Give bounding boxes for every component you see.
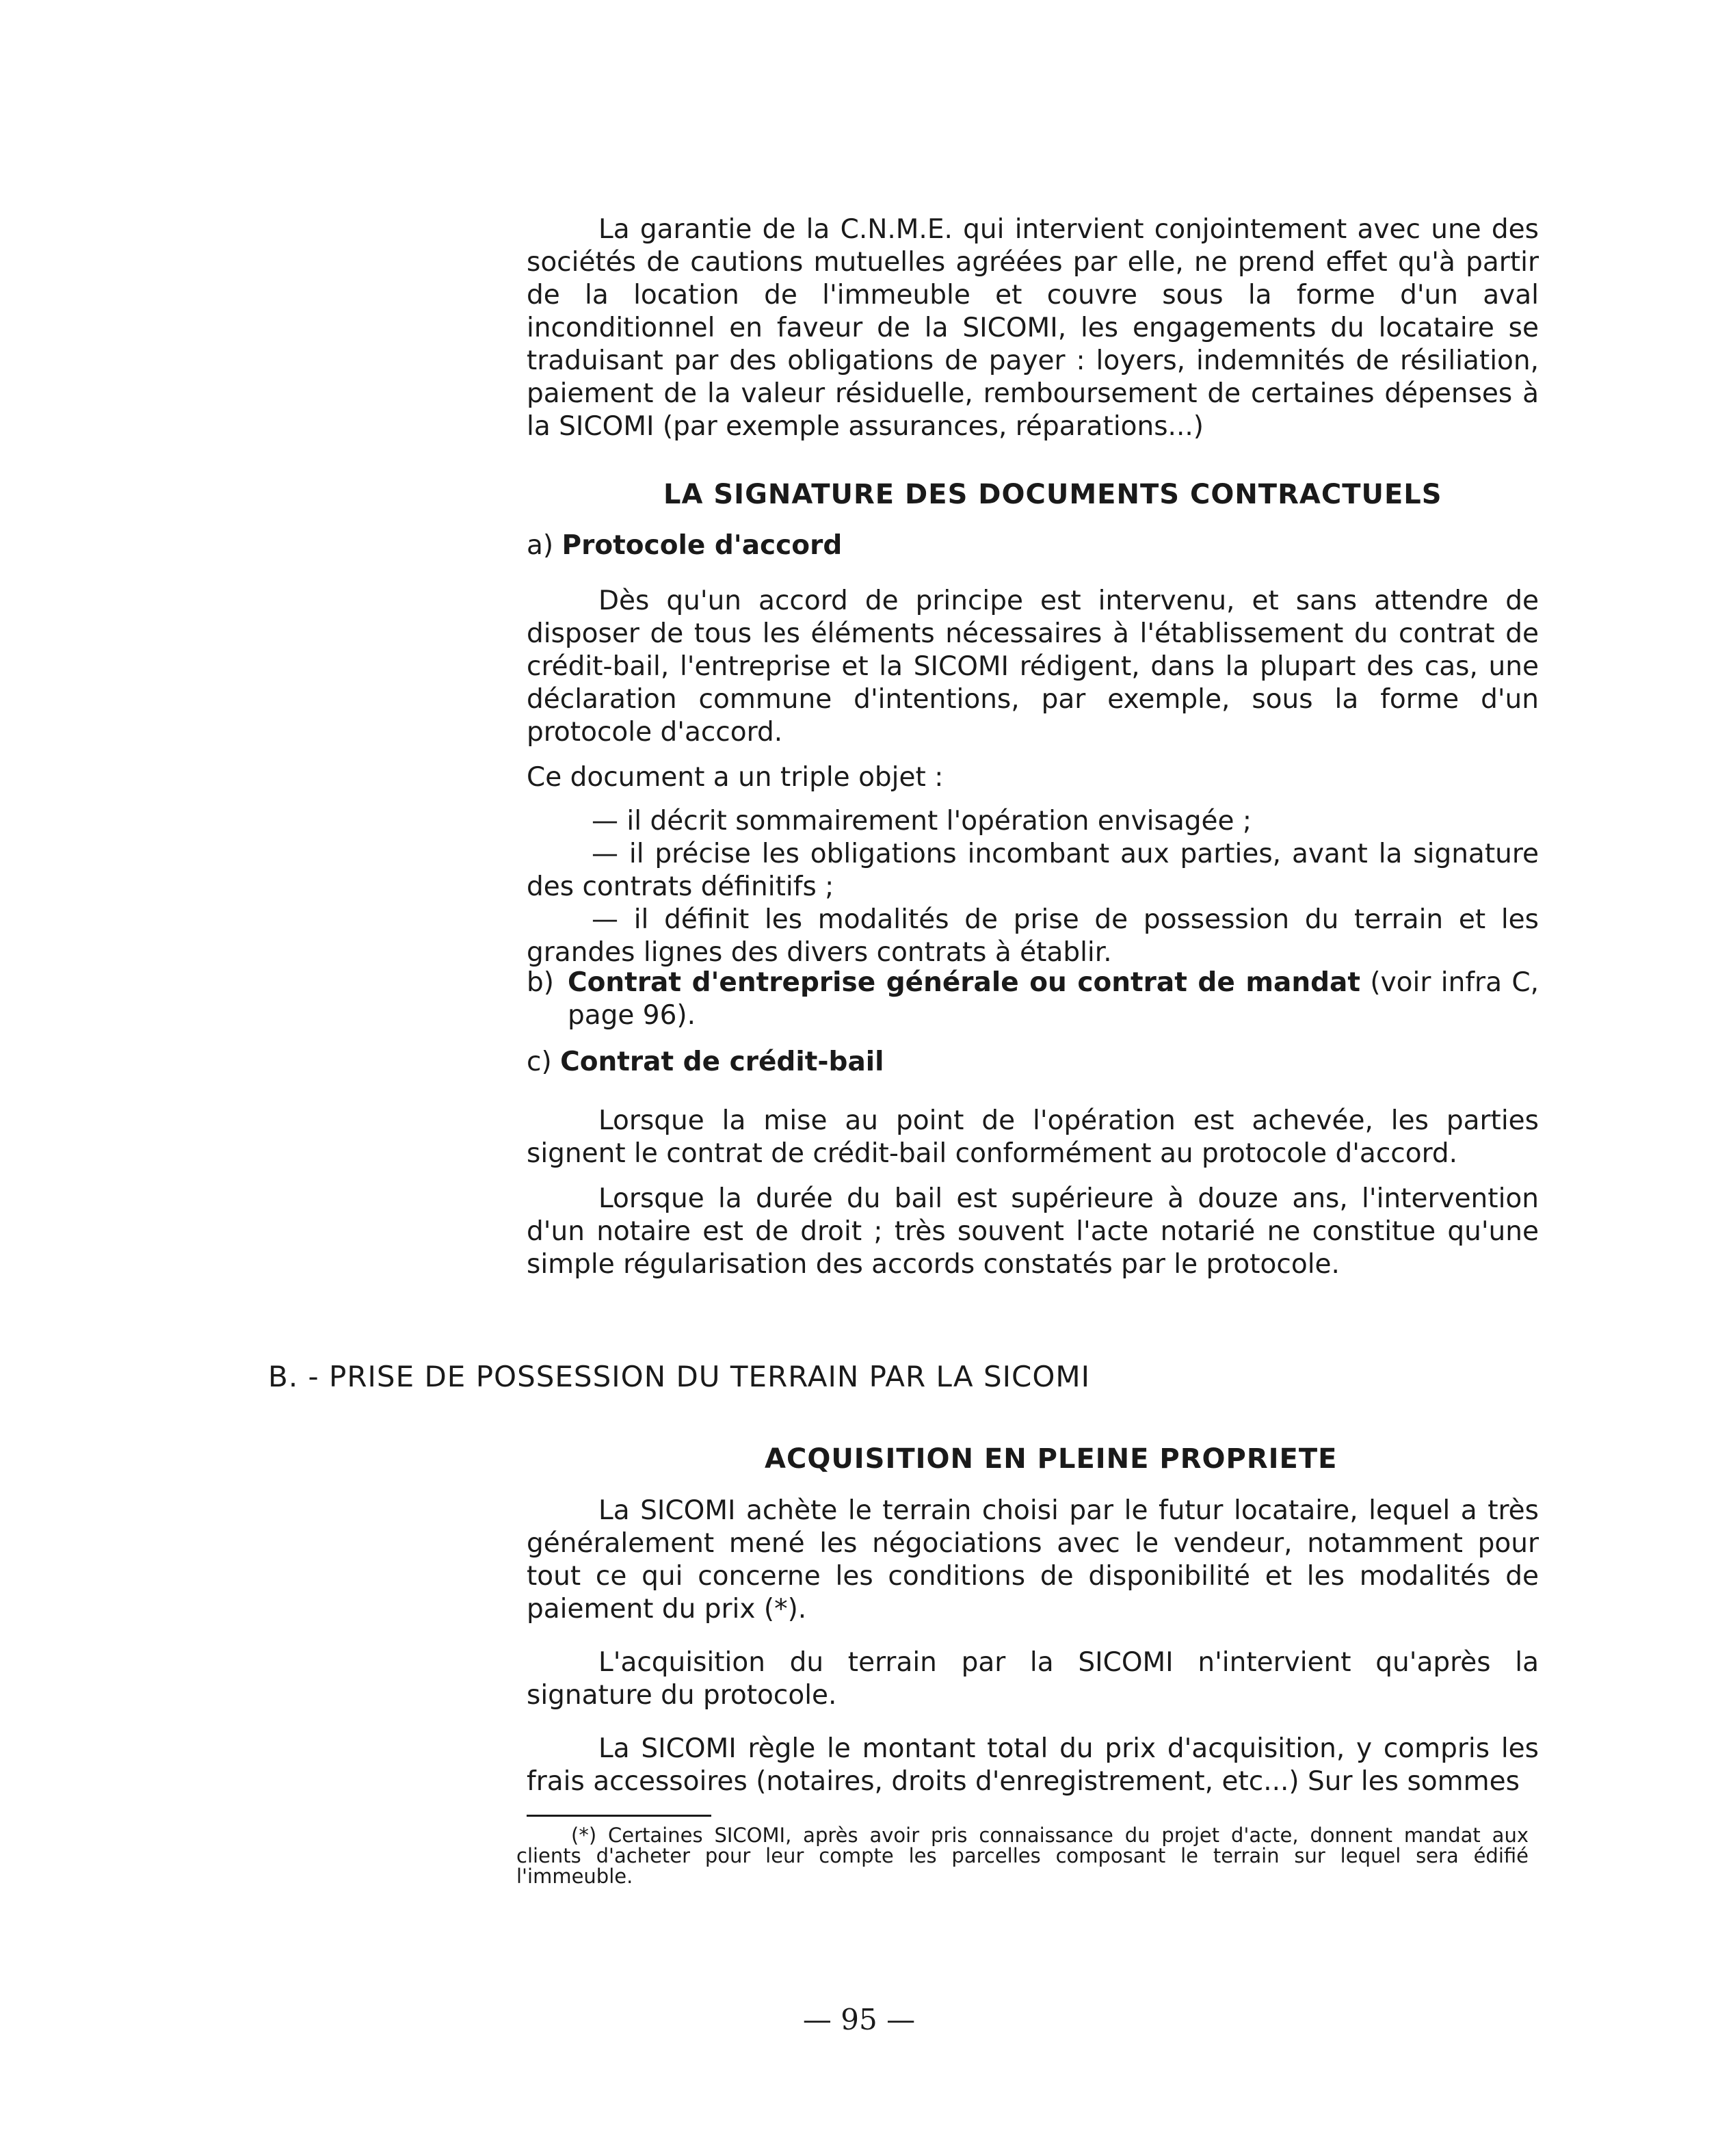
subsection-a-name: Protocole d'accord bbox=[561, 530, 843, 561]
acquisition-paragraph-2: L'acquisition du terrain par la SICOMI n'intervient qu'après la signature du protocole. bbox=[527, 1647, 1539, 1711]
signature-heading: LA SIGNATURE DES DOCUMENTS CONTRACTUELS bbox=[663, 479, 1442, 510]
subsection-b bbox=[527, 967, 1539, 1032]
acquisition-paragraph-1: La SICOMI achète le terrain choisi par le futur locataire, lequel a très généralement mené les négociations avec le vendeur, notamment pour tout ce qui concerne les conditions de disponibilité et les modalités de paiement du prix (*). bbox=[527, 1495, 1539, 1625]
section-b-body bbox=[527, 1495, 1539, 1798]
intro-section bbox=[527, 213, 1539, 443]
object-item-1: — il décrit sommairement l'opération envisagée ; bbox=[592, 806, 1252, 837]
subsection-b-ref: (voir infra C, page 96). bbox=[568, 967, 1539, 1031]
subsection-a-body bbox=[527, 585, 1539, 969]
subsection-c-name: Contrat de crédit-bail bbox=[560, 1047, 884, 1077]
acquisition-heading: ACQUISITION EN PLEINE PROPRIETE bbox=[765, 1443, 1338, 1475]
subsection-a-title bbox=[527, 530, 842, 561]
object-intro: Ce document a un triple objet : bbox=[527, 762, 944, 793]
intro-paragraph: La garantie de la C.N.M.E. qui intervient conjointement avec une des sociétés de cautions mutuelles agréées par elle, ne prend effet qu'à partir de la location de l'immeuble et couvre sous la forme d'un aval inconditionnel en faveur de la SICOMI, les engagements du locataire se traduisant par des obligations de payer : loyers, indemnités de résiliation, paiement de la valeur résiduelle, remboursement de certaines dépenses à la SICOMI (par exemple assurances, réparations...) bbox=[527, 214, 1539, 442]
creditbail-paragraph-2: Lorsque la durée du bail est supérieure à douze ans, l'intervention d'un notaire est de droit ; très souvent l'acte notarié ne constitue qu'une simple régularisation des accords constatés par le protocole. bbox=[527, 1183, 1539, 1280]
subsection-c-body bbox=[527, 1105, 1539, 1281]
creditbail-paragraph-1: Lorsque la mise au point de l'opération est achevée, les parties signent le contrat de crédit-bail conformément au protocole d'accord. bbox=[527, 1105, 1539, 1169]
subsection-b-label: b) bbox=[527, 967, 554, 998]
footnote-rule bbox=[527, 1815, 711, 1817]
acquisition-paragraph-3: La SICOMI règle le montant total du prix d'acquisition, y compris les frais accessoires (notaires, droits d'enregistrement, etc...) Sur les sommes bbox=[527, 1733, 1539, 1797]
section-b-title: B. - PRISE DE POSSESSION DU TERRAIN PAR LA SICOMI bbox=[268, 1360, 1091, 1393]
protocol-paragraph: Dès qu'un accord de principe est intervenu, et sans attendre de disposer de tous les éléments nécessaires à l'établissement du contrat de crédit-bail, l'entreprise et la SICOMI rédigent, dans la plupart des cas, une déclaration commune d'intentions, par exemple, sous la forme d'un protocole d'accord. bbox=[527, 586, 1539, 748]
subsection-b-title: Contrat d'entreprise générale ou contrat de mandat bbox=[568, 967, 1360, 998]
object-item-2: — il précise les obligations incombant aux parties, avant la signature des contrats définitifs ; bbox=[527, 839, 1539, 902]
footnote-text: (*) Certaines SICOMI, après avoir pris connaissance du projet d'acte, donnent mandat aux clients d'acheter pour leur compte les parcelles composant le terrain sur lequel sera édifié l'immeuble. bbox=[516, 1824, 1529, 1888]
object-item-3: — il définit les modalités de prise de possession du terrain et les grandes lignes des divers contrats à établir. bbox=[527, 904, 1539, 968]
subsection-c-label: c) bbox=[527, 1047, 552, 1077]
page-number: — 95 — bbox=[802, 2003, 916, 2036]
subsection-a-label: a) bbox=[527, 530, 554, 561]
subsection-c-title bbox=[527, 1047, 884, 1077]
footnote bbox=[516, 1825, 1529, 1886]
